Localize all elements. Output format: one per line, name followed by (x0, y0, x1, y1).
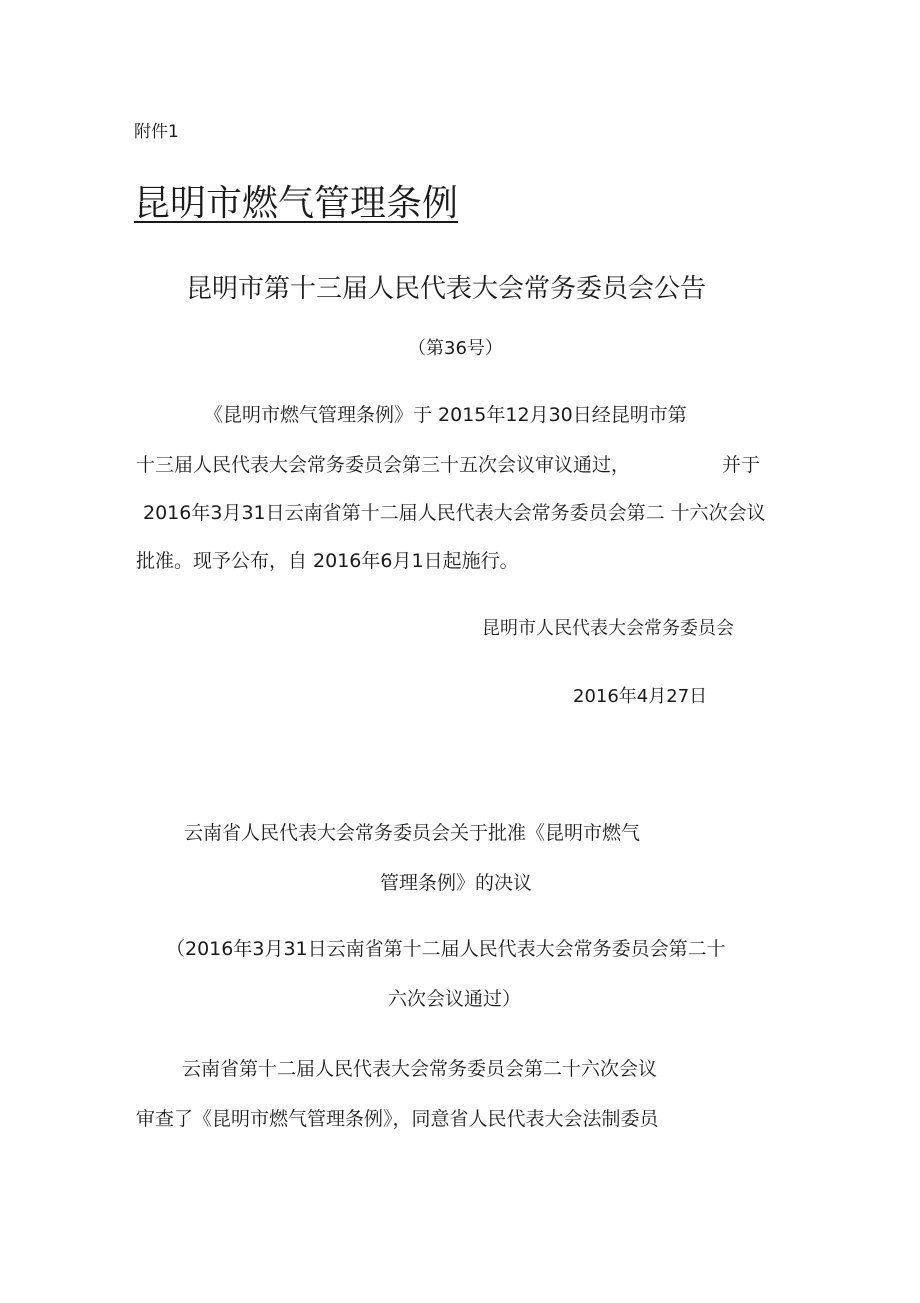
announcement-date: 2016年4月27日 (573, 686, 708, 707)
announcement-paragraph-line-2-end: 并于 (722, 454, 761, 476)
resolution-heading-line-1: 云南省人民代表大会常务委员会关于批准《昆明市燃气 (184, 822, 641, 844)
document-title: 昆明市燃气管理条例 (134, 183, 459, 224)
resolution-body-line-2: 审查了《昆明市燃气管理条例》，同意省人民代表大会法制委员 (136, 1108, 659, 1130)
resolution-body-line-1: 云南省第十二届人民代表大会常务委员会第二十六次会议 (182, 1058, 658, 1080)
announcement-paragraph-line-2: 十三届人民代表大会常务委员会第三十五次会议审议通过， (136, 454, 631, 476)
resolution-note-line-1: （2016年3月31日云南省第十二届人民代表大会常务委员会第二十 (166, 938, 726, 960)
resolution-heading-line-2: 管理条例》的决议 (380, 872, 533, 894)
announcement-paragraph-line-1: 《昆明市燃气管理条例》于 2015年12月30日经昆明市第 (204, 404, 687, 426)
signatory: 昆明市人民代表大会常务委员会 (482, 618, 734, 639)
announcement-paragraph-line-3: 2016年3月31日云南省第十二届人民代表大会常务委员会第二 十六次会议 (143, 502, 766, 524)
resolution-note-line-2: 六次会议通过） (388, 988, 522, 1010)
announcement-heading: 昆明市第十三届人民代表大会常务委员会公告 (186, 274, 707, 304)
announcement-number: （第36号） (408, 338, 503, 359)
attachment-label: 附件1 (134, 122, 179, 142)
announcement-paragraph-line-4: 批准。现予公布，自 2016年6月1日起施行。 (136, 550, 519, 572)
